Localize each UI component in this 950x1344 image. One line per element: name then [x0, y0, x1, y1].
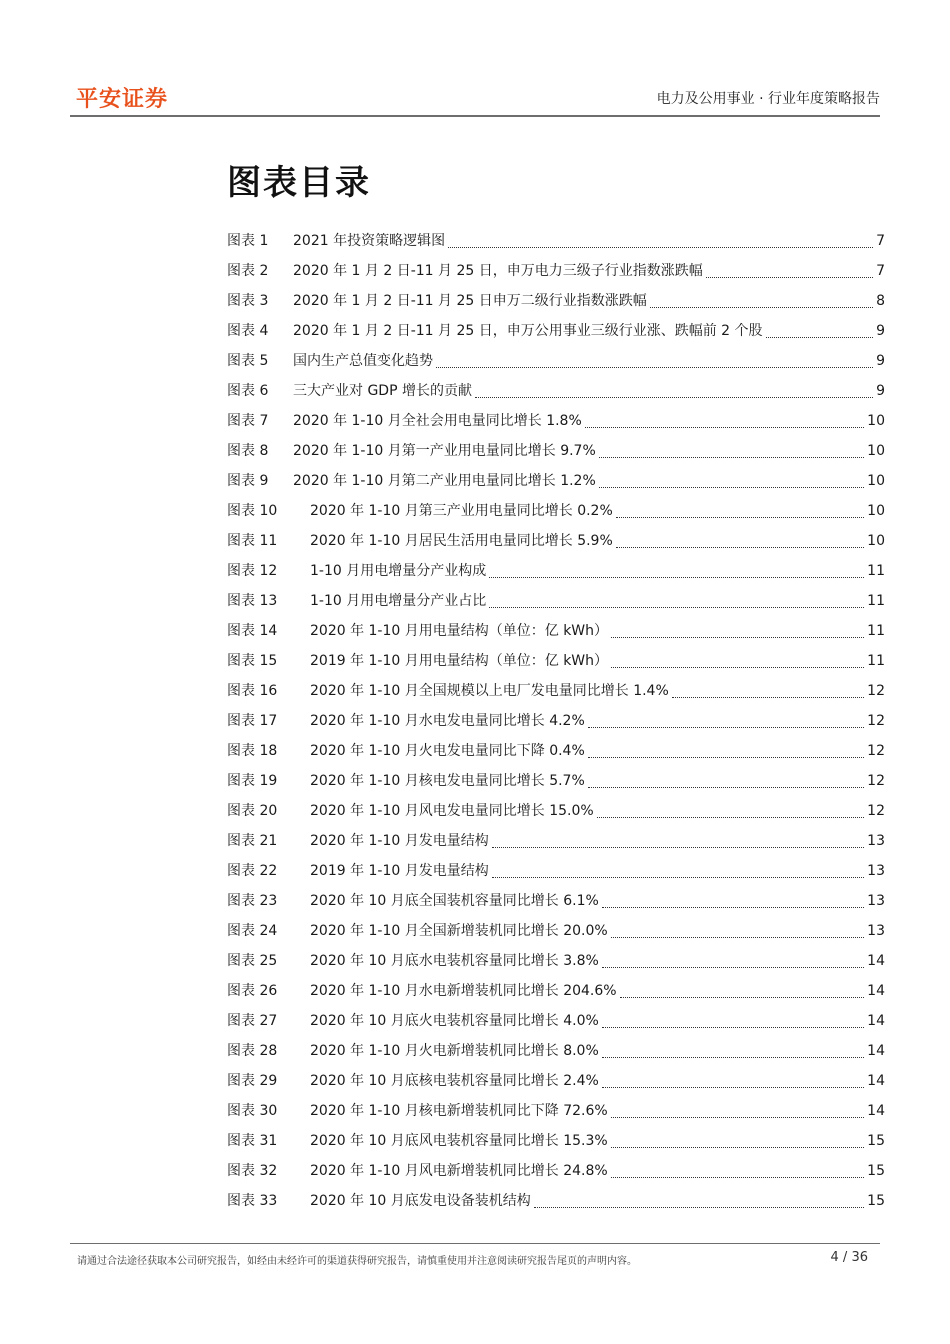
toc-entry-title: 2020 年 10 月底火电装机容量同比增长 4.0%: [310, 1013, 599, 1029]
page-title: 图表目录: [227, 163, 371, 203]
toc-dot-leader: [599, 436, 864, 466]
toc-entry[interactable]: [227, 1096, 885, 1126]
toc-entry-title: 2020 年 10 月底发电设备装机结构: [310, 1193, 531, 1209]
toc-entry-number: 图表 24: [227, 923, 278, 939]
toc-entry-page: 14: [867, 1073, 885, 1089]
toc-entry-title: 国内生产总值变化趋势: [293, 353, 433, 369]
toc-entry-number: 图表 28: [227, 1043, 278, 1059]
toc-entry-title: 2020 年 10 月底风电装机容量同比增长 15.3%: [310, 1133, 608, 1149]
toc-dot-leader: [611, 1126, 864, 1156]
toc-entry-number: 图表 26: [227, 983, 278, 999]
toc-entry-number: 图表 17: [227, 713, 278, 729]
toc-entry-page: 13: [867, 923, 885, 939]
toc-entry[interactable]: [227, 796, 885, 826]
toc-entry-number: 图表 7: [227, 413, 269, 429]
toc-entry-page: 8: [876, 293, 885, 309]
toc-entry-number: 图表 19: [227, 773, 278, 789]
toc-entry-number: 图表 14: [227, 623, 278, 639]
toc-entry-page: 10: [867, 413, 885, 429]
toc-entry-page: 13: [867, 863, 885, 879]
toc-entry-page: 15: [867, 1163, 885, 1179]
toc-dot-leader: [611, 1096, 864, 1126]
toc-entry-number: 图表 2: [227, 263, 269, 279]
toc-entry[interactable]: [227, 916, 885, 946]
toc-entry-title: 2020 年 1-10 月第三产业用电量同比增长 0.2%: [310, 503, 613, 519]
toc-entry-number: 图表 32: [227, 1163, 278, 1179]
toc-entry[interactable]: [227, 436, 885, 466]
footer-divider: [70, 1243, 880, 1244]
toc-entry-number: 图表 4: [227, 323, 269, 339]
toc-dot-leader: [611, 1156, 864, 1186]
toc-entry[interactable]: [227, 496, 885, 526]
toc-entry[interactable]: [227, 526, 885, 556]
toc-entry-number: 图表 20: [227, 803, 278, 819]
toc-entry[interactable]: [227, 256, 885, 286]
toc-entry-title: 2020 年 1-10 月火电发电量同比下降 0.4%: [310, 743, 585, 759]
toc-entry[interactable]: [227, 886, 885, 916]
company-logo: 平安证券: [76, 87, 169, 112]
toc-entry-title: 2020 年 1-10 月水电新增装机同比增长 204.6%: [310, 983, 617, 999]
toc-entry-title: 2020 年 1-10 月发电量结构: [310, 833, 489, 849]
page-indicator: 4 / 36: [830, 1250, 868, 1265]
toc-entry-page: 14: [867, 1103, 885, 1119]
toc-dot-leader: [602, 946, 864, 976]
toc-entry-title: 2020 年 1-10 月火电新增装机同比增长 8.0%: [310, 1043, 599, 1059]
toc-entry-number: 图表 11: [227, 533, 278, 549]
toc-dot-leader: [475, 376, 873, 406]
toc-dot-leader: [585, 406, 864, 436]
toc-entry-page: 12: [867, 683, 885, 699]
toc-entry[interactable]: [227, 976, 885, 1006]
toc-entry[interactable]: [227, 406, 885, 436]
toc-entry-number: 图表 33: [227, 1193, 278, 1209]
toc-entry-title: 2020 年 1-10 月用电量结构（单位：亿 kWh）: [310, 623, 609, 639]
toc-entry-number: 图表 13: [227, 593, 278, 609]
toc-dot-leader: [492, 826, 864, 856]
toc-entry-title: 2020 年 10 月底全国装机容量同比增长 6.1%: [310, 893, 599, 909]
toc-entry[interactable]: [227, 856, 885, 886]
toc-entry-title: 三大产业对 GDP 增长的贡献: [293, 383, 472, 399]
toc-dot-leader: [489, 556, 864, 586]
footer-disclaimer: 请通过合法途径获取本公司研究报告，如经由未经许可的渠道获得研究报告，请慎重使用并注意阅读研究报告尾页的声明内容。: [77, 1256, 637, 1267]
toc-dot-leader: [492, 856, 864, 886]
toc-entry[interactable]: [227, 586, 885, 616]
toc-dot-leader: [611, 616, 864, 646]
toc-dot-leader: [588, 766, 864, 796]
toc-entry[interactable]: [227, 466, 885, 496]
toc-dot-leader: [616, 496, 864, 526]
toc-dot-leader: [766, 316, 874, 346]
toc-entry-title: 1-10 月用电增量分产业占比: [310, 593, 487, 609]
toc-dot-leader: [620, 976, 865, 1006]
toc-entry-number: 图表 10: [227, 503, 278, 519]
toc-dot-leader: [611, 916, 864, 946]
toc-entry-page: 15: [867, 1133, 885, 1149]
toc-dot-leader: [597, 796, 864, 826]
toc-entry-number: 图表 18: [227, 743, 278, 759]
toc-entry[interactable]: [227, 286, 885, 316]
toc-entry-title: 2020 年 1-10 月第二产业用电量同比增长 1.2%: [293, 473, 596, 489]
toc-dot-leader: [650, 286, 873, 316]
toc-entry-page: 14: [867, 1043, 885, 1059]
toc-entry-title: 2019 年 1-10 月用电量结构（单位：亿 kWh）: [310, 653, 609, 669]
toc-dot-leader: [448, 226, 873, 256]
toc-entry-title: 2020 年 1-10 月全国新增装机同比增长 20.0%: [310, 923, 608, 939]
toc-entry-page: 7: [876, 233, 885, 249]
toc-entry-number: 图表 3: [227, 293, 269, 309]
toc-entry-title: 2020 年 1-10 月全社会用电量同比增长 1.8%: [293, 413, 582, 429]
toc-entry-number: 图表 6: [227, 383, 269, 399]
toc-entry-title: 2020 年 1 月 2 日-11 月 25 日，申万公用事业三级行业涨、跌幅前 2 个股: [293, 323, 763, 339]
toc-entry-number: 图表 15: [227, 653, 278, 669]
toc-entry-page: 13: [867, 893, 885, 909]
toc-entry-page: 14: [867, 953, 885, 969]
toc-dot-leader: [602, 1066, 864, 1096]
toc-dot-leader: [602, 1006, 864, 1036]
toc-entry-title: 1-10 月用电增量分产业构成: [310, 563, 487, 579]
toc-dot-leader: [706, 256, 873, 286]
toc-entry-number: 图表 9: [227, 473, 269, 489]
toc-entry-number: 图表 29: [227, 1073, 278, 1089]
toc-entry-page: 10: [867, 443, 885, 459]
toc-entry-number: 图表 30: [227, 1103, 278, 1119]
header-divider: [70, 115, 880, 117]
toc-entry[interactable]: [227, 1186, 885, 1216]
toc-entry-number: 图表 21: [227, 833, 278, 849]
toc-dot-leader: [489, 586, 864, 616]
toc-entry[interactable]: [227, 676, 885, 706]
toc-entry-page: 15: [867, 1193, 885, 1209]
toc-entry-page: 11: [867, 593, 885, 609]
toc-dot-leader: [534, 1186, 864, 1216]
toc-entry-title: 2020 年 1-10 月风电发电量同比增长 15.0%: [310, 803, 594, 819]
toc-entry-page: 12: [867, 713, 885, 729]
toc-entry-page: 7: [876, 263, 885, 279]
toc-entry-title: 2019 年 1-10 月发电量结构: [310, 863, 489, 879]
toc-entry-number: 图表 23: [227, 893, 278, 909]
toc-entry-page: 9: [876, 323, 885, 339]
toc-entry[interactable]: [227, 946, 885, 976]
toc-entry-page: 11: [867, 653, 885, 669]
toc-entry-page: 14: [867, 1013, 885, 1029]
toc-entry[interactable]: [227, 316, 885, 346]
toc-dot-leader: [436, 346, 873, 376]
toc-entry-number: 图表 31: [227, 1133, 278, 1149]
toc-entry[interactable]: [227, 1066, 885, 1096]
toc-dot-leader: [599, 466, 864, 496]
toc-entry[interactable]: [227, 556, 885, 586]
toc-entry[interactable]: [227, 1126, 885, 1156]
toc-entry-title: 2020 年 1-10 月核电新增装机同比下降 72.6%: [310, 1103, 608, 1119]
toc-entry[interactable]: [227, 1156, 885, 1186]
toc-entry-number: 图表 16: [227, 683, 278, 699]
toc-entry-title: 2020 年 1 月 2 日-11 月 25 日，申万电力三级子行业指数涨跌幅: [293, 263, 703, 279]
toc-entry[interactable]: [227, 826, 885, 856]
toc-entry-number: 图表 22: [227, 863, 278, 879]
toc-entry-page: 11: [867, 563, 885, 579]
toc-entry-page: 9: [876, 383, 885, 399]
toc-entry-number: 图表 5: [227, 353, 269, 369]
toc-dot-leader: [602, 1036, 864, 1066]
toc-entry-title: 2020 年 10 月底水电装机容量同比增长 3.8%: [310, 953, 599, 969]
toc-entry-page: 12: [867, 803, 885, 819]
toc-entry[interactable]: [227, 376, 885, 406]
toc-entry-title: 2020 年 1 月 2 日-11 月 25 日申万二级行业指数涨跌幅: [293, 293, 647, 309]
toc-dot-leader: [602, 886, 864, 916]
toc-entry[interactable]: [227, 766, 885, 796]
toc-entry-number: 图表 1: [227, 233, 269, 249]
toc-entry-title: 2020 年 1-10 月风电新增装机同比增长 24.8%: [310, 1163, 608, 1179]
toc-entry-title: 2020 年 10 月底核电装机容量同比增长 2.4%: [310, 1073, 599, 1089]
toc-entry-page: 10: [867, 473, 885, 489]
table-of-figures: [227, 226, 885, 1216]
toc-entry-title: 2020 年 1-10 月居民生活用电量同比增长 5.9%: [310, 533, 613, 549]
toc-dot-leader: [611, 646, 864, 676]
toc-entry-number: 图表 12: [227, 563, 278, 579]
toc-entry[interactable]: [227, 646, 885, 676]
toc-entry-page: 10: [867, 503, 885, 519]
toc-entry-page: 12: [867, 773, 885, 789]
toc-dot-leader: [616, 526, 864, 556]
toc-entry-number: 图表 25: [227, 953, 278, 969]
toc-entry[interactable]: [227, 346, 885, 376]
toc-dot-leader: [588, 736, 864, 766]
toc-entry-page: 10: [867, 533, 885, 549]
toc-entry[interactable]: [227, 226, 885, 256]
toc-entry[interactable]: [227, 736, 885, 766]
toc-entry-page: 13: [867, 833, 885, 849]
toc-dot-leader: [588, 706, 864, 736]
toc-entry-number: 图表 27: [227, 1013, 278, 1029]
toc-entry-title: 2020 年 1-10 月全国规模以上电厂发电量同比增长 1.4%: [310, 683, 669, 699]
toc-entry[interactable]: [227, 1036, 885, 1066]
report-title: 电力及公用事业 · 行业年度策略报告: [656, 91, 880, 107]
toc-entry-title: 2020 年 1-10 月核电发电量同比增长 5.7%: [310, 773, 585, 789]
toc-entry-page: 14: [867, 983, 885, 999]
toc-entry-title: 2021 年投资策略逻辑图: [293, 233, 446, 249]
toc-dot-leader: [672, 676, 864, 706]
toc-entry-page: 11: [867, 623, 885, 639]
toc-entry[interactable]: [227, 706, 885, 736]
toc-entry[interactable]: [227, 616, 885, 646]
toc-entry-title: 2020 年 1-10 月水电发电量同比增长 4.2%: [310, 713, 585, 729]
toc-entry-number: 图表 8: [227, 443, 269, 459]
toc-entry-page: 12: [867, 743, 885, 759]
toc-entry-page: 9: [876, 353, 885, 369]
toc-entry-title: 2020 年 1-10 月第一产业用电量同比增长 9.7%: [293, 443, 596, 459]
toc-entry[interactable]: [227, 1006, 885, 1036]
